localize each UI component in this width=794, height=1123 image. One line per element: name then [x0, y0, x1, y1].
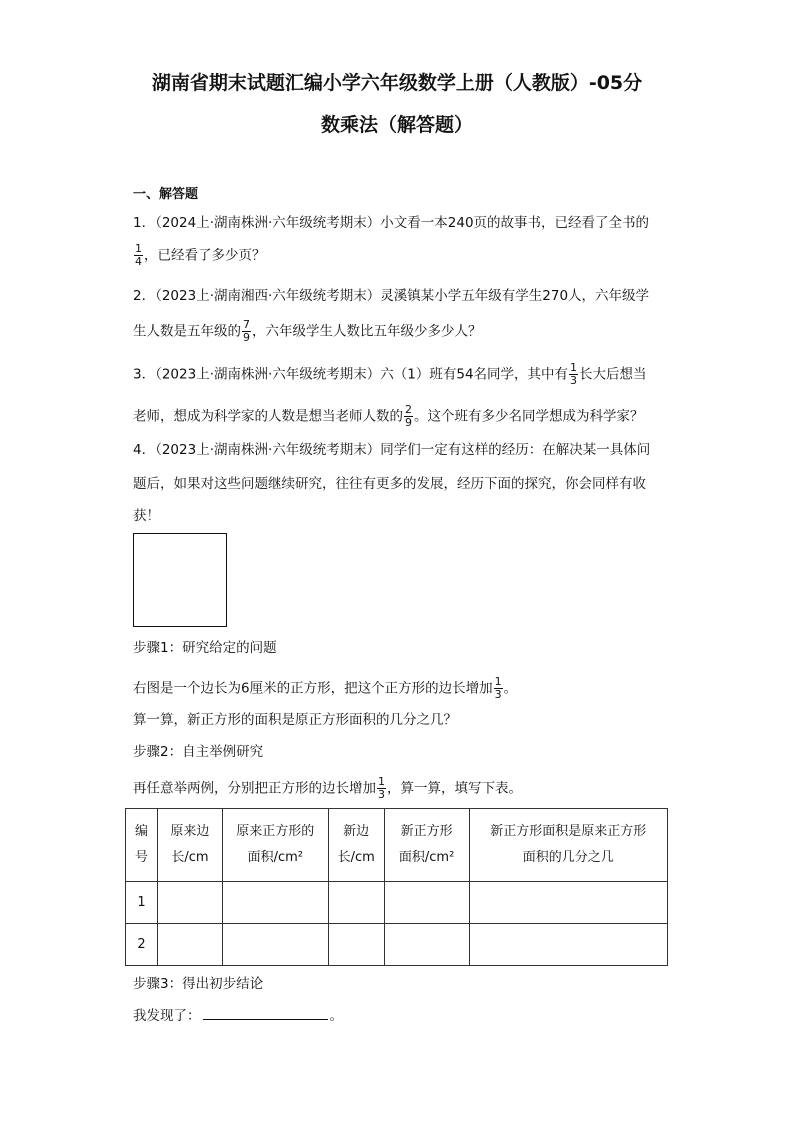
page-title-line-1: 湖南省期末试题汇编小学六年级数学上册（人教版）-05分	[151, 72, 643, 94]
denominator: 3	[570, 374, 578, 387]
numerator: 1	[570, 361, 578, 374]
header-line: 原来边	[170, 824, 210, 839]
row-number: 1	[126, 882, 158, 924]
answer-cell[interactable]	[157, 924, 222, 966]
header-cell-new-side	[328, 809, 384, 882]
conclusion-period: 。	[329, 1008, 343, 1024]
table-header-row	[126, 809, 668, 882]
question-4-line-2: 题后，如果对这些问题继续研究，往往有更多的发展，经历下面的探究，你会同样有收	[133, 476, 646, 492]
section-heading: 一、解答题	[133, 187, 199, 202]
step-2-text-b: ，算一算，填写下表。	[387, 780, 522, 797]
question-1-text: ，已经看了多少页？	[144, 247, 266, 264]
denominator: 4	[135, 255, 142, 268]
question-1-line-1: 1．（2024上·湖南株洲·六年级统考期末）小文看一本240页的故事书，已经看了全书的	[133, 215, 650, 231]
question-3-text-d: 。这个班有多少名同学想成为科学家？	[414, 408, 644, 425]
conclusion-label: 我发现了：	[133, 1008, 201, 1024]
numerator: 1	[494, 675, 502, 688]
question-3-text-a: 3．（2023上·湖南株洲·六年级统考期末）六（1）班有54名同学，其中有	[133, 366, 569, 383]
answer-cell[interactable]	[222, 882, 328, 924]
fraction	[242, 319, 251, 344]
denominator: 3	[378, 788, 385, 801]
data-table	[125, 808, 668, 966]
header-line: 新正方形	[400, 824, 453, 839]
fraction	[404, 404, 413, 429]
header-cell-ratio	[469, 809, 667, 882]
square-figure	[133, 533, 227, 627]
question-2-text-a: 生人数是五年级的	[133, 323, 241, 340]
denominator: 9	[243, 331, 250, 344]
conclusion-line	[133, 1005, 343, 1026]
header-line: 新正方形面积是原来正方形	[490, 824, 647, 839]
header-line: 号	[134, 850, 148, 865]
answer-cell[interactable]	[328, 882, 384, 924]
numerator: 1	[378, 775, 385, 788]
header-line: 长/cm	[337, 850, 375, 865]
step-1-text-a: 右图是一个边长为6厘米的正方形，把这个正方形的边长增加	[133, 680, 493, 697]
fraction	[494, 676, 503, 701]
step-3-heading: 步骤3：得出初步结论	[133, 976, 264, 992]
step-1-text	[133, 676, 517, 701]
denominator: 9	[405, 416, 412, 429]
header-cell-original-area	[222, 809, 328, 882]
step-1-heading: 步骤1：研究给定的问题	[133, 640, 277, 656]
header-line: 面积/cm²	[398, 850, 455, 865]
page-title-line-2: 数乘法（解答题）	[320, 114, 473, 136]
question-2-line-2	[133, 319, 482, 344]
question-3-line-1	[133, 362, 647, 387]
table-row	[126, 882, 668, 924]
header-line: 新边	[343, 824, 370, 839]
header-line: 长/cm	[171, 850, 209, 865]
question-1-line-2	[133, 243, 266, 268]
question-2-text-b: ，六年级学生人数比五年级少多少人？	[252, 323, 482, 340]
numerator: 2	[405, 403, 412, 416]
fraction	[377, 776, 386, 801]
header-line: 面积的几分之几	[522, 850, 614, 865]
answer-cell[interactable]	[328, 924, 384, 966]
fraction	[134, 243, 143, 268]
answer-cell[interactable]	[384, 924, 469, 966]
step-1-text-b: 。	[503, 680, 518, 697]
answer-blank[interactable]	[203, 1005, 328, 1020]
question-3-text-c: 老师，想成为科学家的人数是想当老师人数的	[133, 408, 403, 425]
step-2-text	[133, 776, 522, 801]
header-cell-new-area	[384, 809, 469, 882]
answer-cell[interactable]	[469, 924, 667, 966]
question-3-line-2	[133, 404, 644, 429]
table-row	[126, 924, 668, 966]
step-2-heading: 步骤2：自主举例研究	[133, 744, 264, 760]
answer-cell[interactable]	[469, 882, 667, 924]
header-line: 面积/cm²	[247, 850, 303, 865]
question-3-text-b: 长大后想当	[579, 366, 647, 383]
header-line: 原来正方形的	[236, 824, 315, 839]
header-cell-original-side	[157, 809, 222, 882]
question-4-line-1: 4．（2023上·湖南株洲·六年级统考期末）同学们一定有这样的经历：在解决某一具体问	[133, 442, 651, 458]
header-line: 编	[134, 824, 148, 839]
question-2-line-1: 2．（2023上·湖南湘西·六年级统考期末）灵溪镇某小学五年级有学生270人，六年级学	[133, 288, 650, 304]
denominator: 3	[494, 688, 502, 701]
question-4-line-3: 获！	[133, 508, 160, 524]
step-1-question: 算一算，新正方形的面积是原正方形面积的几分之几？	[133, 712, 457, 728]
numerator: 7	[243, 318, 250, 331]
answer-cell[interactable]	[384, 882, 469, 924]
answer-cell[interactable]	[222, 924, 328, 966]
header-cell-number	[126, 809, 158, 882]
fraction	[569, 362, 578, 387]
row-number: 2	[126, 924, 158, 966]
step-2-text-a: 再任意举两例，分别把正方形的边长增加	[133, 780, 376, 797]
numerator: 1	[135, 242, 142, 255]
answer-cell[interactable]	[157, 882, 222, 924]
